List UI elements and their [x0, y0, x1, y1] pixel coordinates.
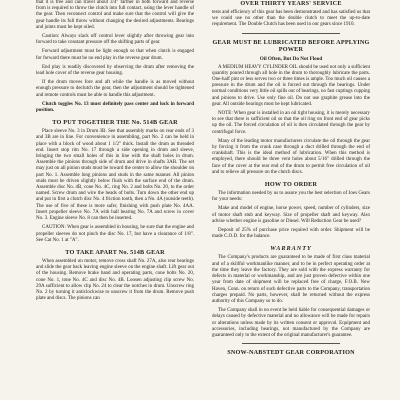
left-mid-text [36, 129, 194, 244]
paragraph: Many of the leading motor manufacturers circulate the oil through the gear by forcing it from the crank case through a duct drilled through the end of crankshaft. This is the ideal method of lubrication. When this method is employed, there should be three vent holes about 5/16" drilled through the face of the cover at the rear end of the drum to permit free circulation of oil and to relieve all pressure on the clutch discs. [212, 138, 370, 175]
paragraph: Caution: Always slack off control lever slightly after throwing gear into forward to take constant pressure off the shifting parts of gear. [36, 34, 194, 46]
section-heading-lubrication: GEAR MUST BE LUBRICATED BEFORE APPLYING POWER [212, 38, 370, 53]
divider [242, 343, 340, 344]
right-column [212, 0, 370, 359]
paragraph: When assembled on motor, remove cross shaft No. 27A, also rear bearings and slide the gear back leaving engine sleeve on the engine shaft. Lift gear out of the housing. Remove brake band and operating parts, cone bolts No. 20, cone No. 1, tone No. 4C and disc No. 4B. Loosen adjusting clip screw No. 29A sufficient to allow clip No. 24 to clear the notches in drum. Unscrew ring No. 2 by turning it anticlockwise to unscrew it from the drum. Remove push plate and discs. The pinions can [36, 258, 194, 302]
paragraph: that it is free and can travel about 3/4" farther in both forward and reverse from is required to throw the clutch into full contact, using the lever handle of the gear. Then reconnect control and make sure that the control will give the gear handle its full throw without changing the desired adjustments. Bearings and joints must be kept oiled. [36, 0, 194, 30]
paragraph: Deposit of 25% of purchase price required with order. Shipment will be made C.O.D. for the balance. [212, 228, 370, 240]
left-column [36, 0, 194, 305]
section-heading-how-to-order: HOW TO ORDER [264, 181, 318, 189]
paragraph: A MEDIUM HEAVY CYLINDER OIL should be used not only a sufficient quantity poured through all hole in the drum to thoroughly lubricate the parts. One-half pint or less serves two or three times is ample. Too much oil causes a pressure in the drum and the oil is forced out through the bearings. Under normal conditions very little oil spills out of bearings, no fast cuptings cupping and pinions to drive. Use only fine oil. Do not use graphite grease into the gear. All outside bearings must be kept lubricated. [212, 64, 370, 107]
paragraph: Make and model of engine, horse power, speed, number of cylinders, size of motor shaft stub and keyway. Size of propeller shaft and keyway. Also advise whether engine is gasoline or Diesel. Will Reduction Gear be used? [212, 206, 370, 224]
section-heading-take-apart: TO TAKE APART No. 514B GEAR [65, 248, 165, 256]
running-header: OVER THIRTY YEARS' SERVICE [240, 0, 342, 7]
paragraph: tests and efficiency of this gear has been demonstrated and has satisfied us that we could use no other than the double clutch to meet the up-to-date requirement. The Double Clutch has been used in our gears since 1910. [212, 10, 370, 28]
paragraph: Place sleeve No. 3 in Drum 3B. See that assembly marks on rear ends of 3 and 3B are in line. For convenience in assembling, part No. 2 can be held in place with a block of wood about 1 1/2" thick. Install the drum as threaded end. Insert stop rim No. 17 through a side opening in drum and sleeve, bringing the two small holes of this in line with the shaft holes in drum. Assemble the pinions through side of drum and drive in shafts 3AB. The set may just on all pinion studs must be toward the center to allow the shoulder on part No. 1. Assemble long pinions and studs in the same manner. All pinion studs must be driven slightly below flush with the surface end of the drum. Assemble disc No. 4B, cone No. 4C, ring No. 2 and bolts No. 20, to the order named. Screw drum and wire the heads of bolts. Turn down the other end up and put in first a clutch disc No. 4 friction tooth, then a No. 4A (outside teeth). The use of five of these is more safer, finishing with push plate No. 4AA. Insert propeller sleeve No. 7A with ball bearing No. 7A and screw in cover No. 3. Engine sleeve No. 8 can then be inserted. [36, 129, 194, 222]
paragraph: CAUTION: When gear is assembled in housing, be sure that the engine and propeller sleeves do not pinch the disc No. 17, but have a clearance of 1/8". See Cat No. 1 at "A". [36, 225, 194, 243]
paragraph: End play is readily discovered by observing the drum after removing the lead hole cover of the reverse gear housing. [36, 64, 194, 77]
section-heading-warranty: WARRANTY [270, 245, 312, 253]
divider [242, 33, 340, 34]
company-footer: SNOW-NABSTEDT GEAR CORPORATION [227, 349, 355, 357]
paragraph: The Company shall in no event be held liable for consequential damages or delays caused by defective material and no allowance will be made for repairs or alterations unless made by its written consent or approval. Equipment and accessories, including bearings, not manufactured by the Company are guaranteed only to the extent of the original manufacturer's guarantee. [212, 308, 370, 338]
section-heading-put-together: TO PUT TOGETHER THE No. 514B GEAR [52, 119, 178, 127]
left-bottom-text [36, 259, 194, 302]
paragraph: The Company's products are guaranteed to be made of first class material and of a skillful workmanlike manner, and to be in perfect operating order at the time they leave the factory. They are sold with the express warranty for defects in material or workmanship, and are just proven defective within one year from date of shipment will be replaced free of charge, F.O.B. New Haven, Conn. on return of such defective parts to the Company, transportation charges prepaid. No parts, however, shall be returned without the express authority of this Company so to do. [212, 255, 370, 304]
paragraph: NOTE: When gear is installed in an oil tight housing, it is merely necessary to see that there is sufficient oil so that the oil ring on front end of gear picks up the oil. The forced circulation of oil is then circulated through the gear by centrifugal force. [212, 111, 370, 135]
paragraph: Clutch toggles No. 13 must definitely pass center and lock in forward position. [36, 101, 194, 114]
paragraph: If the drum moves fore and aft while the handle is as moved without enough pressure to declutch the gear, then the adjustment should be tightened and remote controls must be able to handle this adjustment. [36, 80, 194, 98]
paragraph: The information needed by us to assure you the best selection of Joes Gears for your needs: [212, 191, 370, 203]
paragraph: Forward adjustment must be light enough so that when clutch is engaged for forward there must be no end play in the reverse gear drum. [36, 49, 194, 61]
left-top-text [36, 0, 194, 114]
subheading-oil: Oil Often, But Do Not Flood [259, 55, 323, 62]
